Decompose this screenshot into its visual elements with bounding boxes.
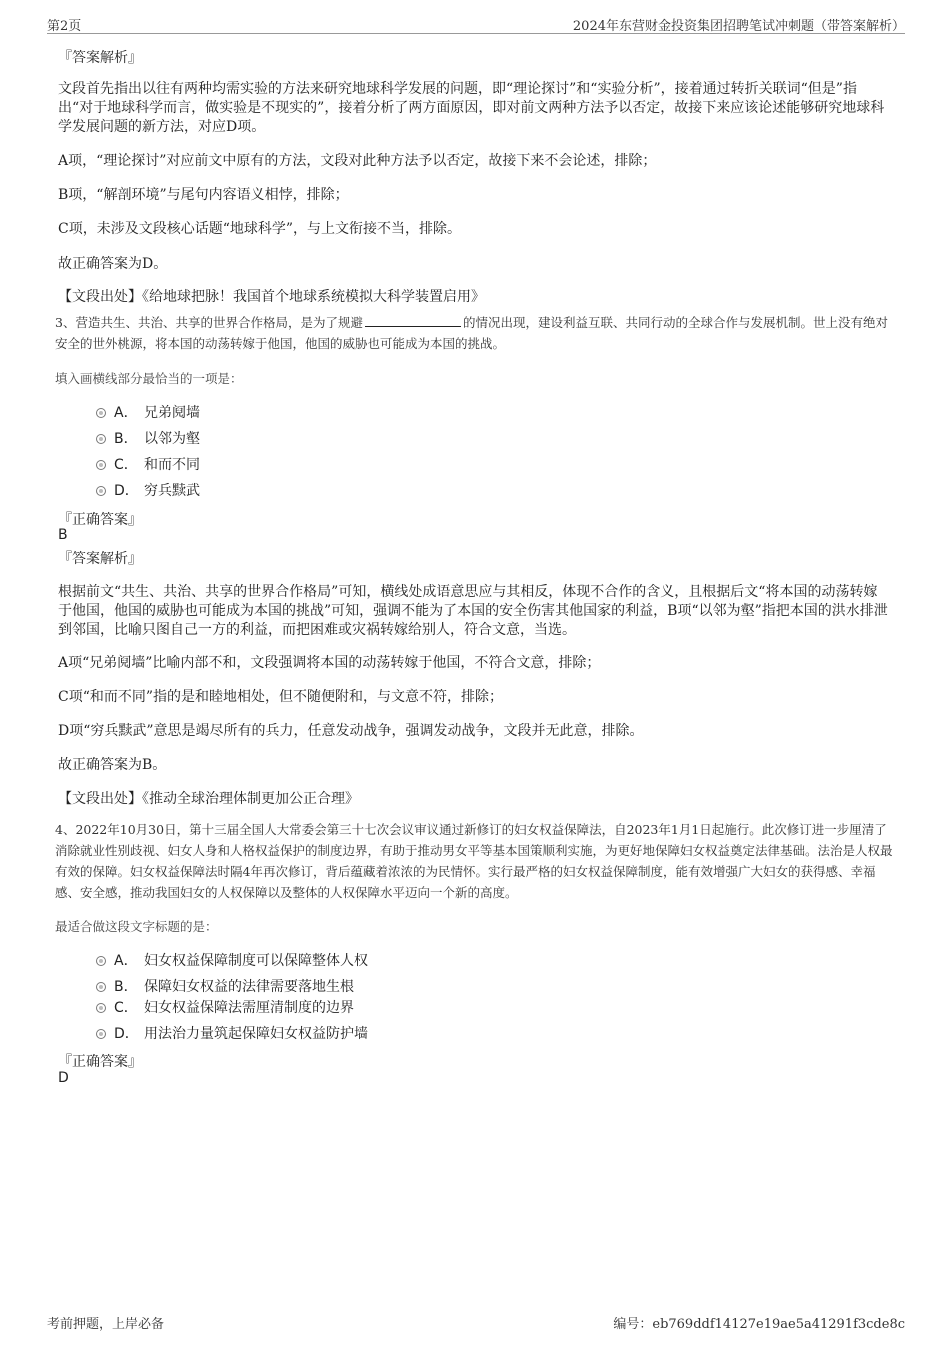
analysis-option-c: C项，未涉及文段核心话题“地球科学”，与上文衔接不当，排除。 [58,221,462,237]
analysis-label: 『答案解析』 [58,551,142,567]
question-3-text [55,312,895,354]
radio-icon[interactable] [96,434,106,444]
page-header [47,14,905,34]
option-text: 用法治力量筑起保障妇女权益防护墙 [144,1026,368,1042]
question-3-prompt: 填入画横线部分最恰当的一项是： [55,371,243,386]
option-text: 妇女权益保障法需厘清制度的边界 [144,1000,354,1016]
option-text: 妇女权益保障制度可以保障整体人权 [144,953,368,969]
option-letter: A． [114,405,138,421]
radio-icon[interactable] [96,486,106,496]
correct-answer: B [58,527,68,543]
footer-slogan: 考前押题，上岸必备 [47,1317,165,1332]
page-footer [47,1313,905,1333]
correct-answer: D [58,1070,69,1086]
option-letter: A． [114,953,138,969]
option-letter: C． [114,1000,138,1016]
option-letter: C． [114,457,138,473]
question-3-text-before: 3、营造共生、共治、共享的世界合作格局，是为了规避 [55,315,363,330]
question-4-text: 4、2022年10月30日，第十三届全国人大常委会第三十七次会议审议通过新修订的妇女权益保障法，自2023年1月1日起施行。此次修订进一步厘清了消除就业性别歧视、妇女人身和人格权益保护的制度边界，有助于推动男女平等基本国策顺利实施，为更好地保障妇女权益奠定法律基础。法治是人权最有效的保障。妇女权益保障法时隔4年再次修订，背后蕴藏着浓浓的为民情怀。实行最严格的妇女权益保障制度，能有效增强广大妇女的获得感、幸福感、安全感，推动我国妇女的人权保障以及整体的人权保障水平迈向一个新的高度。 [55,822,893,900]
document-id: 编号：eb769ddf14127e19ae5a41291f3cde8c [613,1317,905,1332]
analysis-option-b: B项，“解剖环境”与尾句内容语义相悖，排除； [58,187,349,203]
option-text: 保障妇女权益的法律需要落地生根 [144,979,354,995]
option-letter: B． [114,979,138,995]
correct-answer-label: 『正确答案』 [58,1054,142,1070]
radio-icon[interactable] [96,1029,106,1039]
radio-icon[interactable] [96,982,106,992]
question-3-text-after: 的情况出现，建设利益互联、共同行动的全球合作与发展机制。世上没有绝对安全的世外桃源，将本国的动荡转嫁于他国，他国的威胁也可能成为本国的挑战。 [55,315,888,351]
source-citation: 【文段出处】《给地球把脉！我国首个地球系统模拟大科学装置启用》 [58,289,485,305]
option-text: 和而不同 [144,457,200,473]
option-text: 穷兵黩武 [144,483,200,499]
radio-icon[interactable] [96,408,106,418]
page-number: 第2页 [47,19,82,34]
option-letter: D． [114,1026,139,1042]
fill-blank [365,315,461,327]
option-text: 以邻为壑 [144,431,200,447]
analysis-option-a: A项，“理论探讨”对应前文中原有的方法，文段对此种方法予以否定，故接下来不会论述，排除； [58,153,657,169]
analysis-conclusion: 故正确答案为D。 [58,256,168,272]
document-title: 2024年东营财金投资集团招聘笔试冲刺题（带答案解析） [572,19,905,34]
radio-icon[interactable] [96,1003,106,1013]
radio-icon[interactable] [96,460,106,470]
question-4-prompt: 最适合做这段文字标题的是： [55,919,218,934]
option-letter: D． [114,483,139,499]
option-text: 兄弟阋墙 [144,405,200,421]
radio-icon[interactable] [96,956,106,966]
analysis-text: 根据前文“共生、共治、共享的世界合作格局”可知，横线处成语意思应与其相反，体现不合作的含义，且根据后文“将本国的动荡转嫁于他国，他国的威胁也可能成为本国的挑战”可知，强调不能为了本国的安全伤害其他国家的利益，B项“以邻为壑”指把本国的洪水排泄到邻国，比喻只图自己一方的利益，而把困难或灾祸转嫁给别人，符合文意，当选。 [58,584,888,638]
analysis-label: 『答案解析』 [58,50,142,66]
analysis-option-c: C项“和而不同”指的是和睦地相处，但不随便附和，与文意不符，排除； [58,689,504,705]
correct-answer-label: 『正确答案』 [58,512,142,528]
analysis-option-a: A项“兄弟阋墙”比喻内部不和，文段强调将本国的动荡转嫁于他国，不符合文意，排除； [58,655,601,671]
option-letter: B． [114,431,138,447]
analysis-option-d: D项“穷兵黩武”意思是竭尽所有的兵力，任意发动战争，强调发动战争，文段并无此意，排除。 [58,723,644,739]
analysis-conclusion: 故正确答案为B。 [58,757,167,773]
analysis-text: 文段首先指出以往有两种均需实验的方法来研究地球科学发展的问题，即“理论探讨”和“实验分析”，接着通过转折关联词“但是”指出“对于地球科学而言，做实验是不现实的”，接着分析了两方面原因，即对前文两种方法予以否定，故接下来应该论述能够研究地球科学发展问题的新方法，对应D项。 [58,81,885,135]
source-citation: 【文段出处】《推动全球治理体制更加公正合理》 [58,791,359,807]
